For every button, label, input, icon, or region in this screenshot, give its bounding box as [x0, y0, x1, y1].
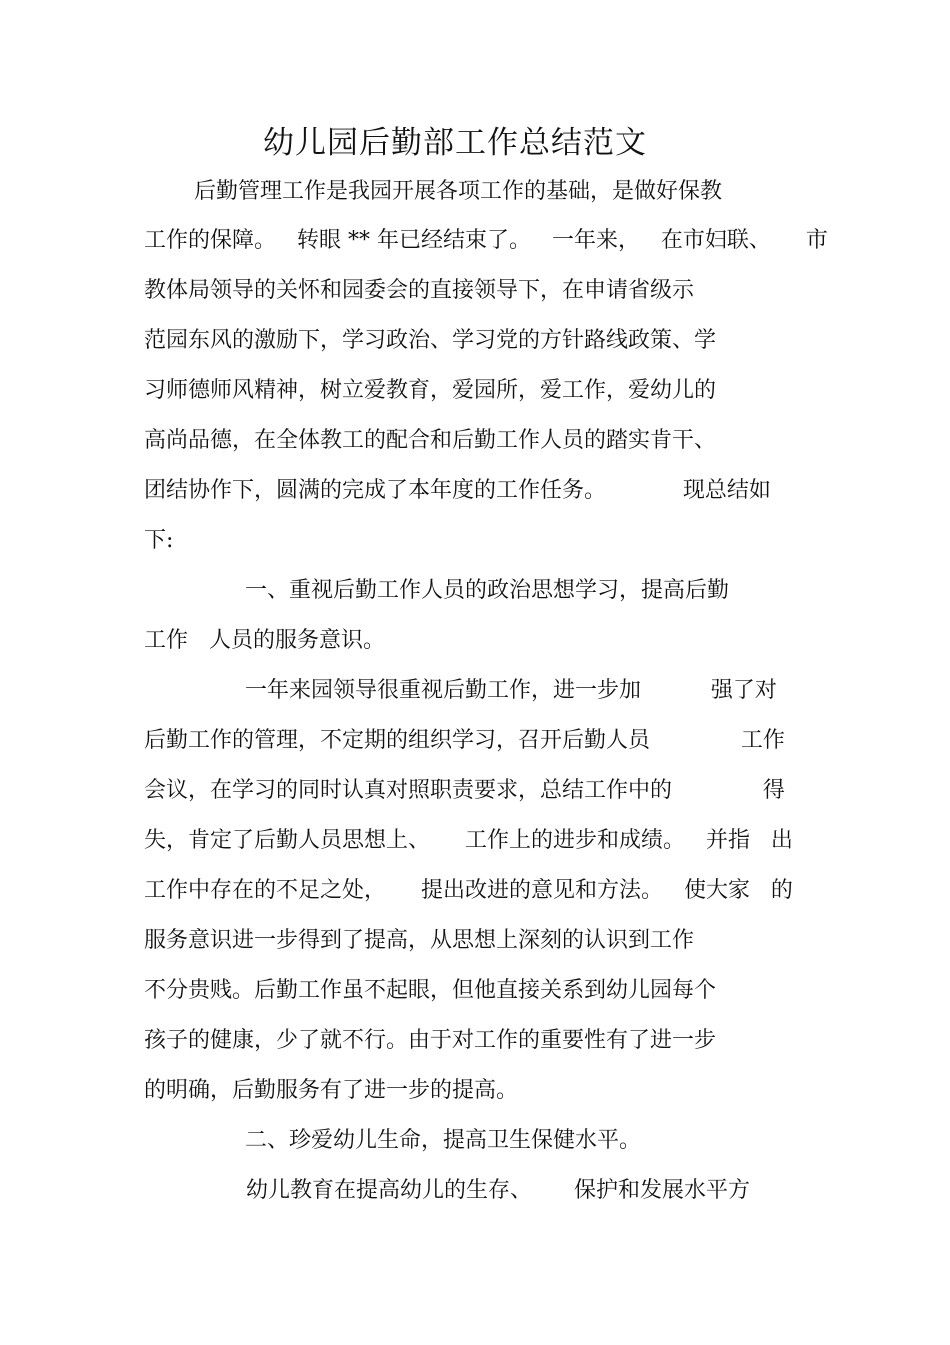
paragraph-line: 孩子的健康，少了就不行。由于对工作的重要性有了进一步	[144, 1028, 717, 1053]
paragraph-line: 后勤管理工作是我园开展各项工作的基础，是做好保教	[194, 179, 723, 204]
paragraph-line: 后勤工作的管理，不定期的组织学习，召开后勤人员 工作	[144, 728, 785, 753]
paragraph-line: 会议，在学习的同时认真对照职责要求，总结工作中的 得	[144, 778, 785, 803]
section-heading-2: 二、珍爱幼儿生命，提高卫生保健水平。	[245, 1128, 642, 1153]
paragraph-line: 教体局领导的关怀和园委会的直接领导下，在申请省级示	[144, 278, 695, 303]
paragraph-line: 失，肯定了后勤人员思想上、 工作上的进步和成绩。 并指 出	[144, 828, 793, 853]
paragraph-line: 工作的保障。 转眼 ** 年已经结束了。 一年来， 在市妇联、 市	[144, 228, 828, 253]
paragraph-line: 一年来园领导很重视后勤工作，进一步加 强了对	[245, 678, 777, 703]
paragraph-line: 的明确，后勤服务有了进一步的提高。	[144, 1078, 519, 1103]
paragraph-line: 幼儿教育在提高幼儿的生存、 保护和发展水平方	[246, 1178, 750, 1203]
paragraph-line: 高尚品德，在全体教工的配合和后勤工作人员的踏实肯干、	[144, 428, 717, 453]
paragraph-line: 不分贵贱。后勤工作虽不起眼，但他直接关系到幼儿园每个	[144, 978, 717, 1003]
paragraph-line: 范园东风的激励下，学习政治、学习党的方针路线政策、学	[144, 328, 717, 353]
section-heading-1: 一、重视后勤工作人员的政治思想学习，提高后勤	[245, 578, 730, 603]
paragraph-line: 服务意识进一步得到了提高，从思想上深刻的认识到工作	[144, 928, 695, 953]
paragraph-line: 团结协作下，圆满的完成了本年度的工作任务。 现总结如	[144, 478, 771, 503]
document-title: 幼儿园后勤部工作总结范文	[263, 125, 647, 161]
paragraph-line: 习师德师风精神，树立爱教育，爱园所，爱工作，爱幼儿的	[144, 378, 717, 403]
paragraph-line: 工作中存在的不足之处， 提出改进的意见和方法。 使大家 的	[144, 878, 793, 903]
paragraph-line: 下:	[144, 528, 174, 553]
paragraph-line: 工作 人员的服务意识。	[144, 628, 385, 653]
